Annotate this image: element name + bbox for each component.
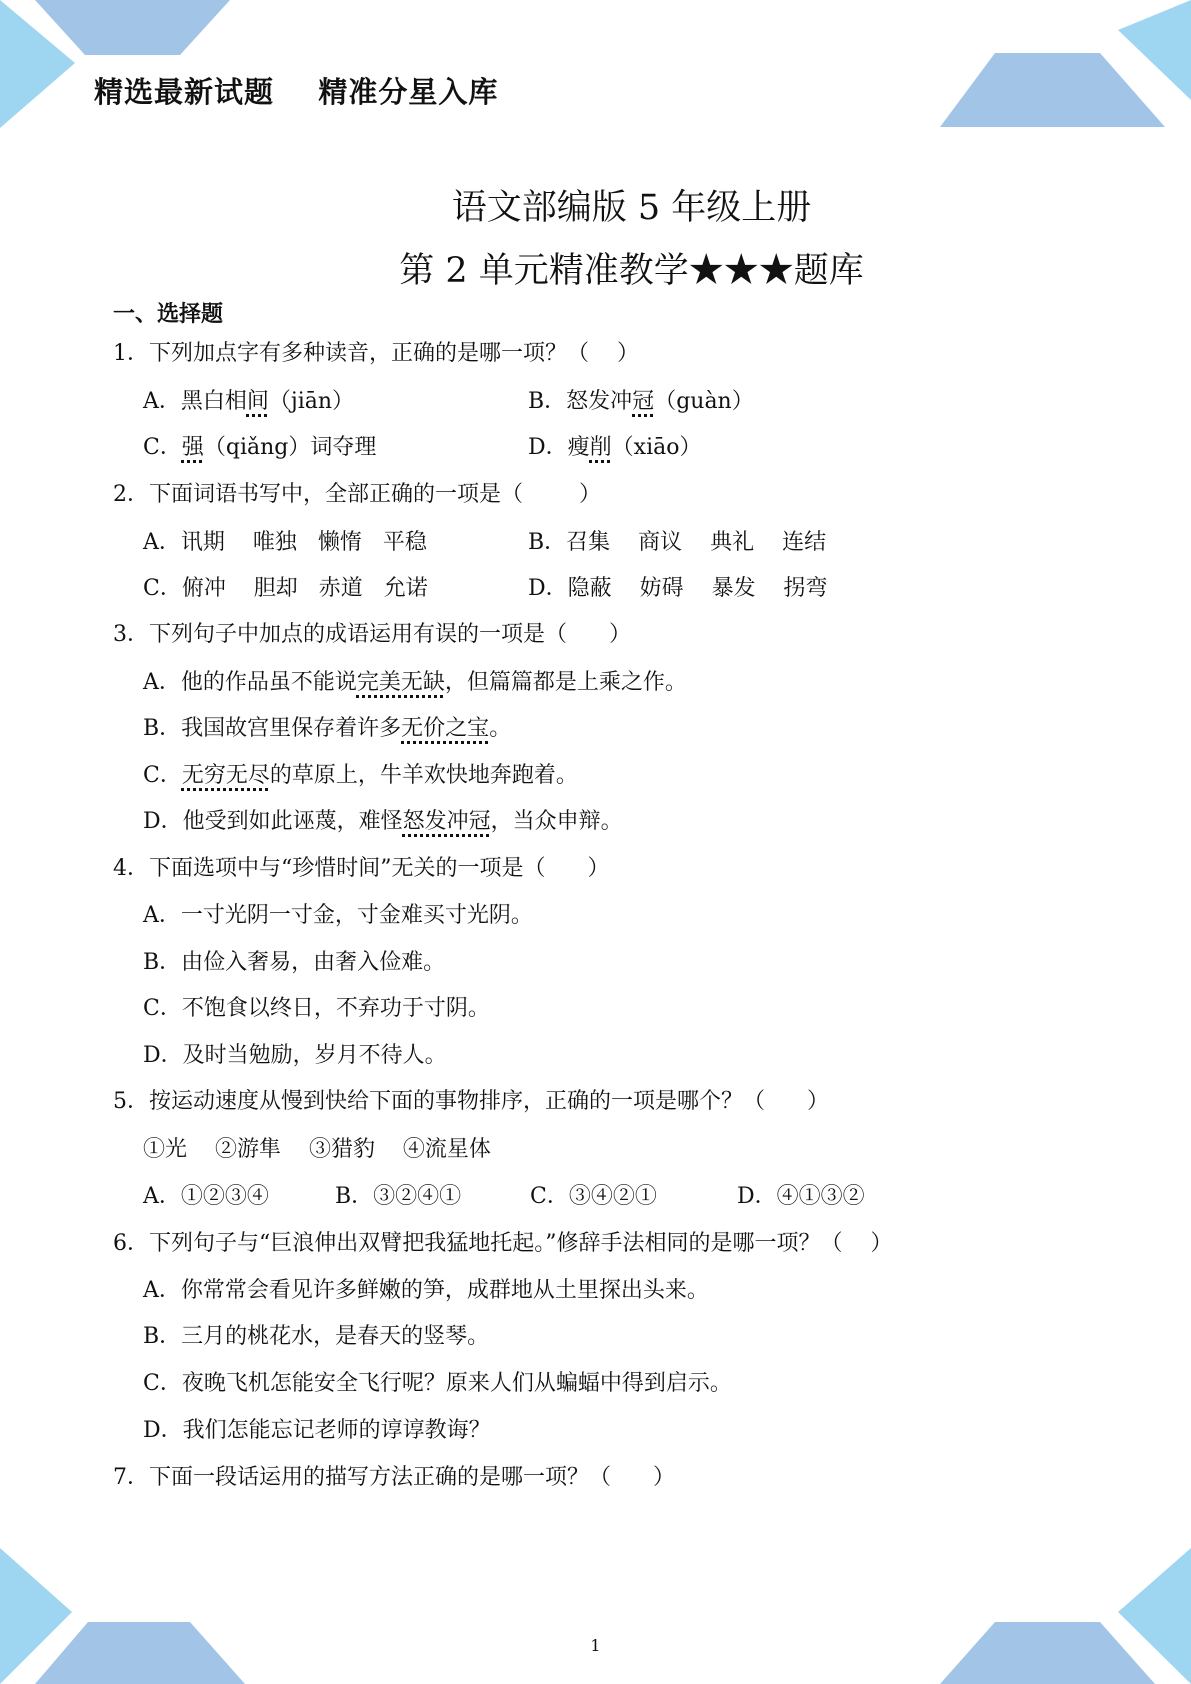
question-4-option-c: C．不饱食以终日，不弃功于寸阴。 bbox=[143, 996, 490, 1021]
question-6-stem: 6．下列句子与“巨浪伸出双臂把我猛地托起。”修辞手法相同的是哪一项？（ ） bbox=[113, 1231, 893, 1256]
question-1-option-d: D．瘦削（xiāo） bbox=[528, 435, 702, 460]
question-3-option-a: A．他的作品虽不能说完美无缺，但篇篇都是上乘之作。 bbox=[143, 670, 687, 695]
question-5-option-d: D．④①③② bbox=[737, 1184, 865, 1209]
question-4-option-d: D．及时当勉励，岁月不待人。 bbox=[143, 1043, 447, 1068]
question-6-option-d: D．我们怎能忘记老师的谆谆教诲？ bbox=[143, 1418, 491, 1443]
question-5-option-b: B．③②④① bbox=[335, 1184, 462, 1209]
document-title: 语文部编版 5 年级上册 bbox=[451, 188, 812, 228]
section-heading: 一、选择题 bbox=[113, 302, 224, 327]
question-5-stem: 5．按运动速度从慢到快给下面的事物排序，正确的一项是哪个？（ ） bbox=[113, 1089, 829, 1114]
decor-triangle-top-right bbox=[1118, 0, 1191, 100]
question-2-option-b: B．召集 商议 典礼 连结 bbox=[528, 530, 827, 555]
question-2-option-d: D．隐蔽 妨碍 暴发 拐弯 bbox=[528, 576, 828, 601]
question-3-stem: 3．下列句子中加点的成语运用有误的一项是（ ） bbox=[113, 622, 631, 647]
emphasis-dotted: 无价之宝 bbox=[401, 716, 490, 741]
emphasis-dotted: 间 bbox=[246, 389, 269, 414]
question-6-option-a: A．你常常会看见许多鲜嫩的笋，成群地从土里探出头来。 bbox=[143, 1278, 709, 1303]
question-3-option-b: B．我国故宫里保存着许多无价之宝。 bbox=[143, 716, 512, 741]
question-1-option-b: B．怒发冲冠（guàn） bbox=[528, 389, 754, 414]
question-1-stem: 1．下列加点字有多种读音，正确的是哪一项？（ ） bbox=[113, 341, 639, 366]
question-1-option-c: C．强（qiǎng）词夺理 bbox=[143, 435, 377, 460]
question-3-option-d: D．他受到如此诬蔑，难怪怒发冲冠，当众申辩。 bbox=[143, 809, 623, 834]
emphasis-dotted: 削 bbox=[589, 435, 612, 460]
page-number: 1 bbox=[590, 1636, 601, 1655]
emphasis-dotted: 冠 bbox=[632, 389, 655, 414]
emphasis-dotted: 无穷无尽 bbox=[181, 763, 270, 788]
question-5-items: ①光 ②游隼 ③猎豹 ④流星体 bbox=[143, 1137, 491, 1162]
question-5-option-c: C．③④②① bbox=[530, 1184, 657, 1209]
question-2-stem: 2．下面词语书写中，全部正确的一项是（ ） bbox=[113, 482, 601, 507]
header-slogan: 精选最新试题 精准分星入库 bbox=[94, 75, 499, 109]
question-1-option-a: A．黑白相间（jiān） bbox=[143, 389, 355, 414]
question-2-option-c: C．俯冲 胆却 赤道 允诺 bbox=[143, 576, 428, 601]
question-7-stem: 7．下面一段话运用的描写方法正确的是哪一项？（ ） bbox=[113, 1465, 675, 1490]
question-6-option-c: C．夜晚飞机怎能安全飞行呢？原来人们从蝙蝠中得到启示。 bbox=[143, 1371, 732, 1396]
question-4-option-a: A．一寸光阴一寸金，寸金难买寸光阴。 bbox=[143, 903, 533, 928]
emphasis-dotted: 完美无缺 bbox=[356, 670, 445, 695]
document-subtitle: 第 2 单元精准教学★★★题库 bbox=[399, 251, 864, 291]
question-4-stem: 4．下面选项中与“珍惜时间”无关的一项是（ ） bbox=[113, 856, 610, 881]
decor-trapezoid-top-left bbox=[35, 0, 230, 55]
question-2-option-a: A．讯期 唯独 懒惰 平稳 bbox=[143, 530, 427, 555]
question-6-option-b: B．三月的桃花水，是春天的竖琴。 bbox=[143, 1324, 490, 1349]
question-5-option-a: A．①②③④ bbox=[143, 1184, 269, 1209]
decor-trapezoid-top-right bbox=[940, 53, 1165, 127]
emphasis-dotted: 强 bbox=[181, 435, 204, 460]
question-3-option-c: C．无穷无尽的草原上，牛羊欢快地奔跑着。 bbox=[143, 763, 578, 788]
emphasis-dotted: 怒发冲冠 bbox=[402, 809, 491, 834]
question-4-option-b: B．由俭入奢易，由奢入俭难。 bbox=[143, 950, 446, 975]
